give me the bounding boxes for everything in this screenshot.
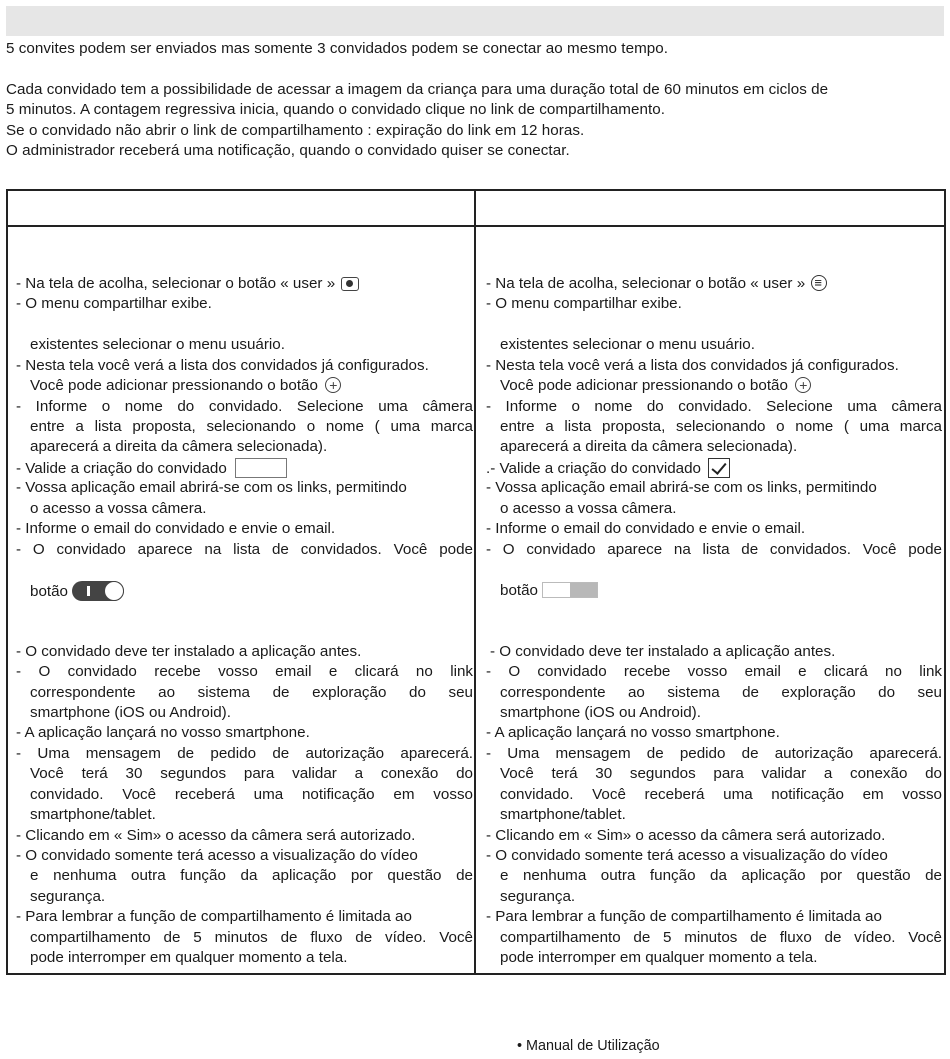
text-line: - A aplicação lançará no vosso smartphone.	[16, 724, 310, 741]
instructions-table	[6, 189, 946, 975]
text-line: segurança.	[500, 888, 576, 905]
intro-line: Se o convidado não abrir o link de compartilhamento : expiração do link em 12 horas.	[6, 121, 585, 139]
text-line: - O convidado somente terá acesso a visualização do vídeo	[16, 847, 418, 864]
text-line: - Vossa aplicação email abrirá-se com os links, permitindo	[16, 479, 407, 496]
text-line: - Informe o email do convidado e envie o email.	[486, 520, 806, 537]
text-line: Você terá 30 segundos para validar a conexão do	[500, 765, 942, 782]
text-line: - Para lembrar a função de compartilhamento é limitada ao	[16, 908, 412, 925]
text-line: compartilhamento de 5 minutos de fluxo de vídeo. Você	[30, 929, 473, 946]
text-line: Você pode adicionar pressionando o botão +	[30, 376, 473, 396]
text-line: correspondente ao sistema de exploração do seu	[500, 684, 942, 701]
text-line: entre a lista proposta, selecionando o nome ( uma marca	[500, 418, 942, 435]
text-line: - Uma mensagem de pedido de autorização aparecerá.	[486, 745, 942, 762]
plus-circle-icon	[325, 377, 341, 393]
text-line: compartilhamento de 5 minutos de fluxo de vídeo. Você	[500, 929, 942, 946]
text-line: botão	[500, 581, 942, 601]
text-line: smartphone/tablet.	[30, 806, 156, 823]
text-line: entre a lista proposta, selecionando o nome ( uma marca	[30, 418, 473, 435]
text-line: convidado. Você receberá uma notificação em vosso	[500, 786, 942, 803]
text-line: - O convidado deve ter instalado a aplicação antes.	[490, 643, 836, 660]
text-line: smartphone (iOS ou Android).	[30, 704, 231, 721]
text-line: - O menu compartilhar exibe.	[486, 295, 682, 312]
header-bar	[6, 6, 944, 36]
text-line: - O convidado deve ter instalado a aplicação antes.	[16, 643, 362, 660]
text-line: o acesso a vossa câmera.	[30, 500, 207, 517]
text-line: - Informe o nome do convidado. Selecione uma câmera	[16, 398, 473, 415]
intro-line: O administrador receberá uma notificação, quando o convidado quiser se conectar.	[6, 142, 570, 160]
text-line: o acesso a vossa câmera.	[500, 500, 677, 517]
text-line: e nenhuma outra função da aplicação por questão de	[500, 867, 942, 884]
checkmark-box-icon	[708, 458, 730, 478]
footer-label: • Manual de Utilização	[517, 1038, 660, 1054]
text-line: - Valide a criação do convidado	[16, 458, 473, 479]
text-line: - Clicando em « Sim» o acesso da câmera será autorizado.	[486, 827, 886, 844]
text-line: - O convidado recebe vosso email e clicará no link	[16, 663, 473, 680]
text-line: smartphone/tablet.	[500, 806, 626, 823]
text-line: correspondente ao sistema de exploração do seu	[30, 684, 473, 701]
text-line: - Para lembrar a função de compartilhamento é limitada ao	[486, 908, 882, 925]
text-line: - Na tela de acolha, selecionar o botão « user »	[16, 274, 473, 294]
plus-circle-icon	[795, 377, 811, 393]
text-line: smartphone (iOS ou Android).	[500, 704, 701, 721]
intro-paragraph-1	[6, 39, 668, 59]
text-line: pode interromper em qualquer momento a tela.	[500, 949, 818, 966]
text-line: pode interromper em qualquer momento a tela.	[30, 949, 348, 966]
intro-text: 5 convites podem ser enviados mas somente 3 convidados podem se conectar ao mesmo tempo.	[6, 40, 669, 57]
text-line: botão	[30, 581, 473, 602]
text-line: - Na tela de acolha, selecionar o botão « user » ≡	[486, 274, 942, 294]
menu-icon	[811, 275, 827, 291]
toggle-off-icon	[542, 582, 598, 598]
text-line: Você pode adicionar pressionando o botão +	[500, 376, 942, 396]
text-line: - O menu compartilhar exibe.	[16, 295, 212, 312]
text-line: - Informe o email do convidado e envie o email.	[16, 520, 336, 537]
camera-icon	[341, 277, 359, 291]
intro-line: 5 minutos. A contagem regressiva inicia, quando o convidado clique no link de compartilhamento.	[6, 101, 666, 119]
table-column-divider	[474, 191, 476, 973]
text-line: segurança.	[30, 888, 106, 905]
text-line: - Vossa aplicação email abrirá-se com os links, permitindo	[486, 479, 877, 496]
text-line: - Nesta tela você verá a lista dos convidados já configurados.	[16, 357, 429, 374]
intro-line: Cada convidado tem a possibilidade de acessar a imagem da criança para uma duração total de 60 minutos em ciclos de	[6, 81, 829, 98]
text-line: Você terá 30 segundos para validar a conexão do	[30, 765, 473, 782]
intro-paragraph-2	[6, 80, 828, 162]
text-line: - O convidado aparece na lista de convidados. Você pode	[486, 541, 942, 558]
text-line: - Uma mensagem de pedido de autorização aparecerá.	[16, 745, 473, 762]
text-line: - O convidado somente terá acesso a visualização do vídeo	[486, 847, 888, 864]
text-line: - Informe o nome do convidado. Selecione uma câmera	[486, 398, 942, 415]
text-line: convidado. Você receberá uma notificação em vosso	[30, 786, 473, 803]
text-line: existentes selecionar o menu usuário.	[500, 336, 755, 353]
text-line: - Clicando em « Sim» o acesso da câmera será autorizado.	[16, 827, 416, 844]
text-line: - Nesta tela você verá a lista dos convidados já configurados.	[486, 357, 899, 374]
text-line: - O convidado recebe vosso email e clicará no link	[486, 663, 942, 680]
toggle-on-icon	[72, 581, 124, 601]
text-line: .- Valide a criação do convidado	[486, 458, 942, 479]
text-line: - A aplicação lançará no vosso smartphone.	[486, 724, 780, 741]
text-line: aparecerá a direita da câmera selecionada).	[500, 438, 798, 455]
table-header-divider	[8, 225, 944, 227]
text-line: aparecerá a direita da câmera selecionada).	[30, 438, 328, 455]
text-line: e nenhuma outra função da aplicação por questão de	[30, 867, 473, 884]
text-line: - O convidado aparece na lista de convidados. Você pode	[16, 541, 473, 558]
empty-box-icon	[235, 458, 287, 478]
text-line: existentes selecionar o menu usuário.	[30, 336, 285, 353]
